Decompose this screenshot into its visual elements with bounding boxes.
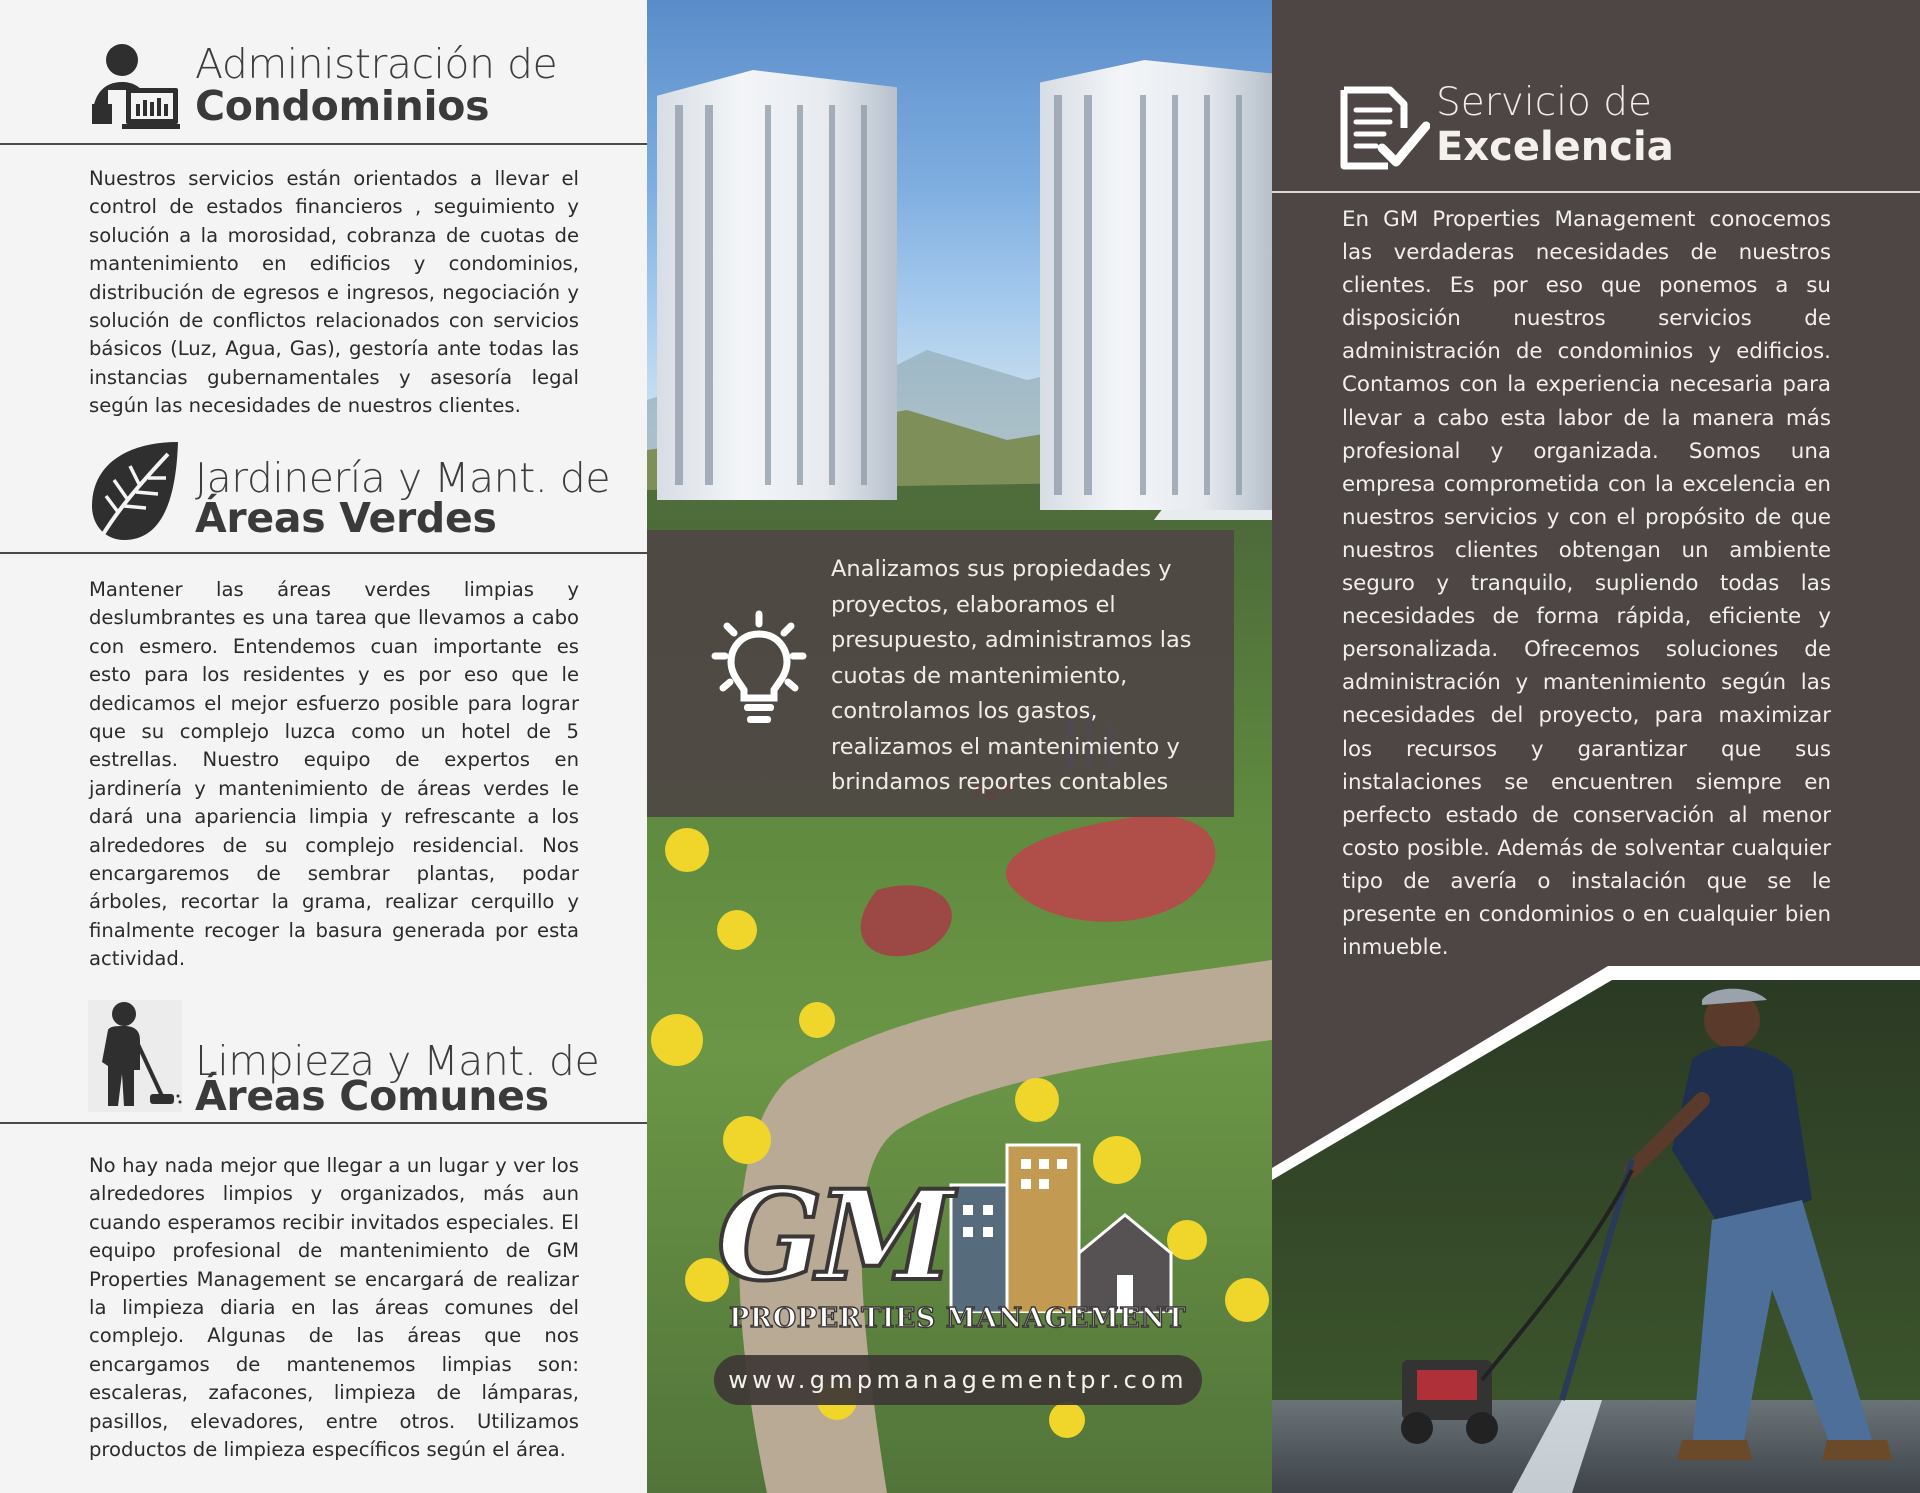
website-pill (714, 1355, 1202, 1405)
section-areas-verdes-body: Mantener las áreas verdes limpias y deslumbrantes es una tarea que llevamos a cabo con esmero. Entendemos cuan importante es esto para los residentes y es por eso que le dedicamos el mejor esfuerzo posible para lograr que su complejo luzca como un hotel de 5 estrellas. Nuestro equipo de expertos en jardinería y mantenimiento de áreas verdes le dará una apariencia limpia y refrescante a los alrededores de su complejo residencial. Nos encargaremos de sembrar plantas, podar árboles, recortar la grama, realizar cerquillo y finalmente recoger la basura generada por esta actividad. (89, 578, 579, 971)
section-title-line2: Áreas Verdes (195, 494, 497, 542)
logo-gm-letters: GM (717, 1164, 949, 1309)
right-body-text: En GM Properties Management conocemos las verdaderas necesidades de nuestros clientes. Es por eso que ponemos a su disposición nuestros servicios de administración de condominios y edificios. Contamos con la experiencia necesaria para llevar a cabo esta labor de la manera más profesional y organizada. Somos una empresa comprometida con la excelencia en nuestros servicios y con el propósito de que nuestros clientes obtengan un ambiente seguro y tranquilo, supliendo todas las necesidades de forma rápida, eficiente y personalizada. Ofrecemos soluciones de administración y mantenimiento según las necesidades del proyecto, para maximizar los recursos y garantizar que sus instalaciones se encuentren siempre en perfecto estado de conservación al menor costo posible. Además de solventar cualquier tipo de avería o instalación que se le presente en condominios o en cualquier bien inmueble. (1342, 207, 1831, 961)
right-panel (1272, 0, 1920, 1493)
section-divider (0, 1122, 647, 1124)
person-computer-icon (88, 42, 180, 134)
section-areas-comunes-body: No hay nada mejor que llegar a un lugar y ver los alrededores limpios y organizados, más aun cuando esperamos recibir invitados especiales. El equipo profesional de mantenimiento de GM Properties Management se encargará de realizar la limpieza diaria en las áreas comunes del complejo. Algunas de las áreas que nos encargamos de mantenemos limpias son: escaleras, zafacones, limpieza de lámparas, pasillos, elevadores, entre otros. Utilizamos productos de limpieza específicos según el área. (89, 1154, 579, 1462)
section-title-line2: Condominios (195, 82, 490, 130)
section-divider (0, 143, 647, 145)
section-title-line1: Jardinería y Mant. de (195, 454, 611, 502)
callout-text: Analizamos sus propiedades y proyectos, elaboramos el presupuesto, administramos las cuotas de mantenimiento, controlamos los gastos, realizamos el mantenimiento y brindamos reportes contables (831, 556, 1192, 795)
section-title-line1: Limpieza y Mant. de (195, 1037, 600, 1085)
middle-panel (647, 0, 1272, 1493)
section-title-line1: Administración de (195, 40, 558, 88)
logo-subtitle: PROPERTIES MANAGEMENT (729, 1303, 1187, 1334)
right-title-line2: Excelencia (1436, 124, 1674, 170)
website-url[interactable]: www.gmpmanagementpr.com (728, 1366, 1188, 1394)
worker-photo (1272, 0, 1920, 1493)
building-right-windows (1040, 85, 1272, 505)
section-title-line2: Áreas Comunes (195, 1072, 549, 1120)
right-title-line1: Servicio de (1436, 80, 1652, 125)
lightbulb-icon (711, 610, 807, 730)
leaf-icon (88, 440, 182, 544)
left-panel (0, 0, 647, 1493)
person-mopping-icon (88, 1000, 182, 1112)
building-left-windows (657, 95, 897, 495)
section-condominios-body: Nuestros servicios están orientados a llevar el control de estados financieros , seguimiento y solución a la morosidad, cobranza de cuotas de mantenimiento en edificios y condominios, distribución de egresos e ingresos, negociación y solución de conflictos relacionados con servicios básicos (Luz, Agua, Gas), gestoría ante todas las instancias gubernamentales y asesoría legal según las necesidades de nuestros clientes. (89, 167, 579, 418)
buildings-logo-icon (945, 1135, 1185, 1313)
callout-box (647, 530, 1234, 817)
section-divider (0, 552, 647, 554)
